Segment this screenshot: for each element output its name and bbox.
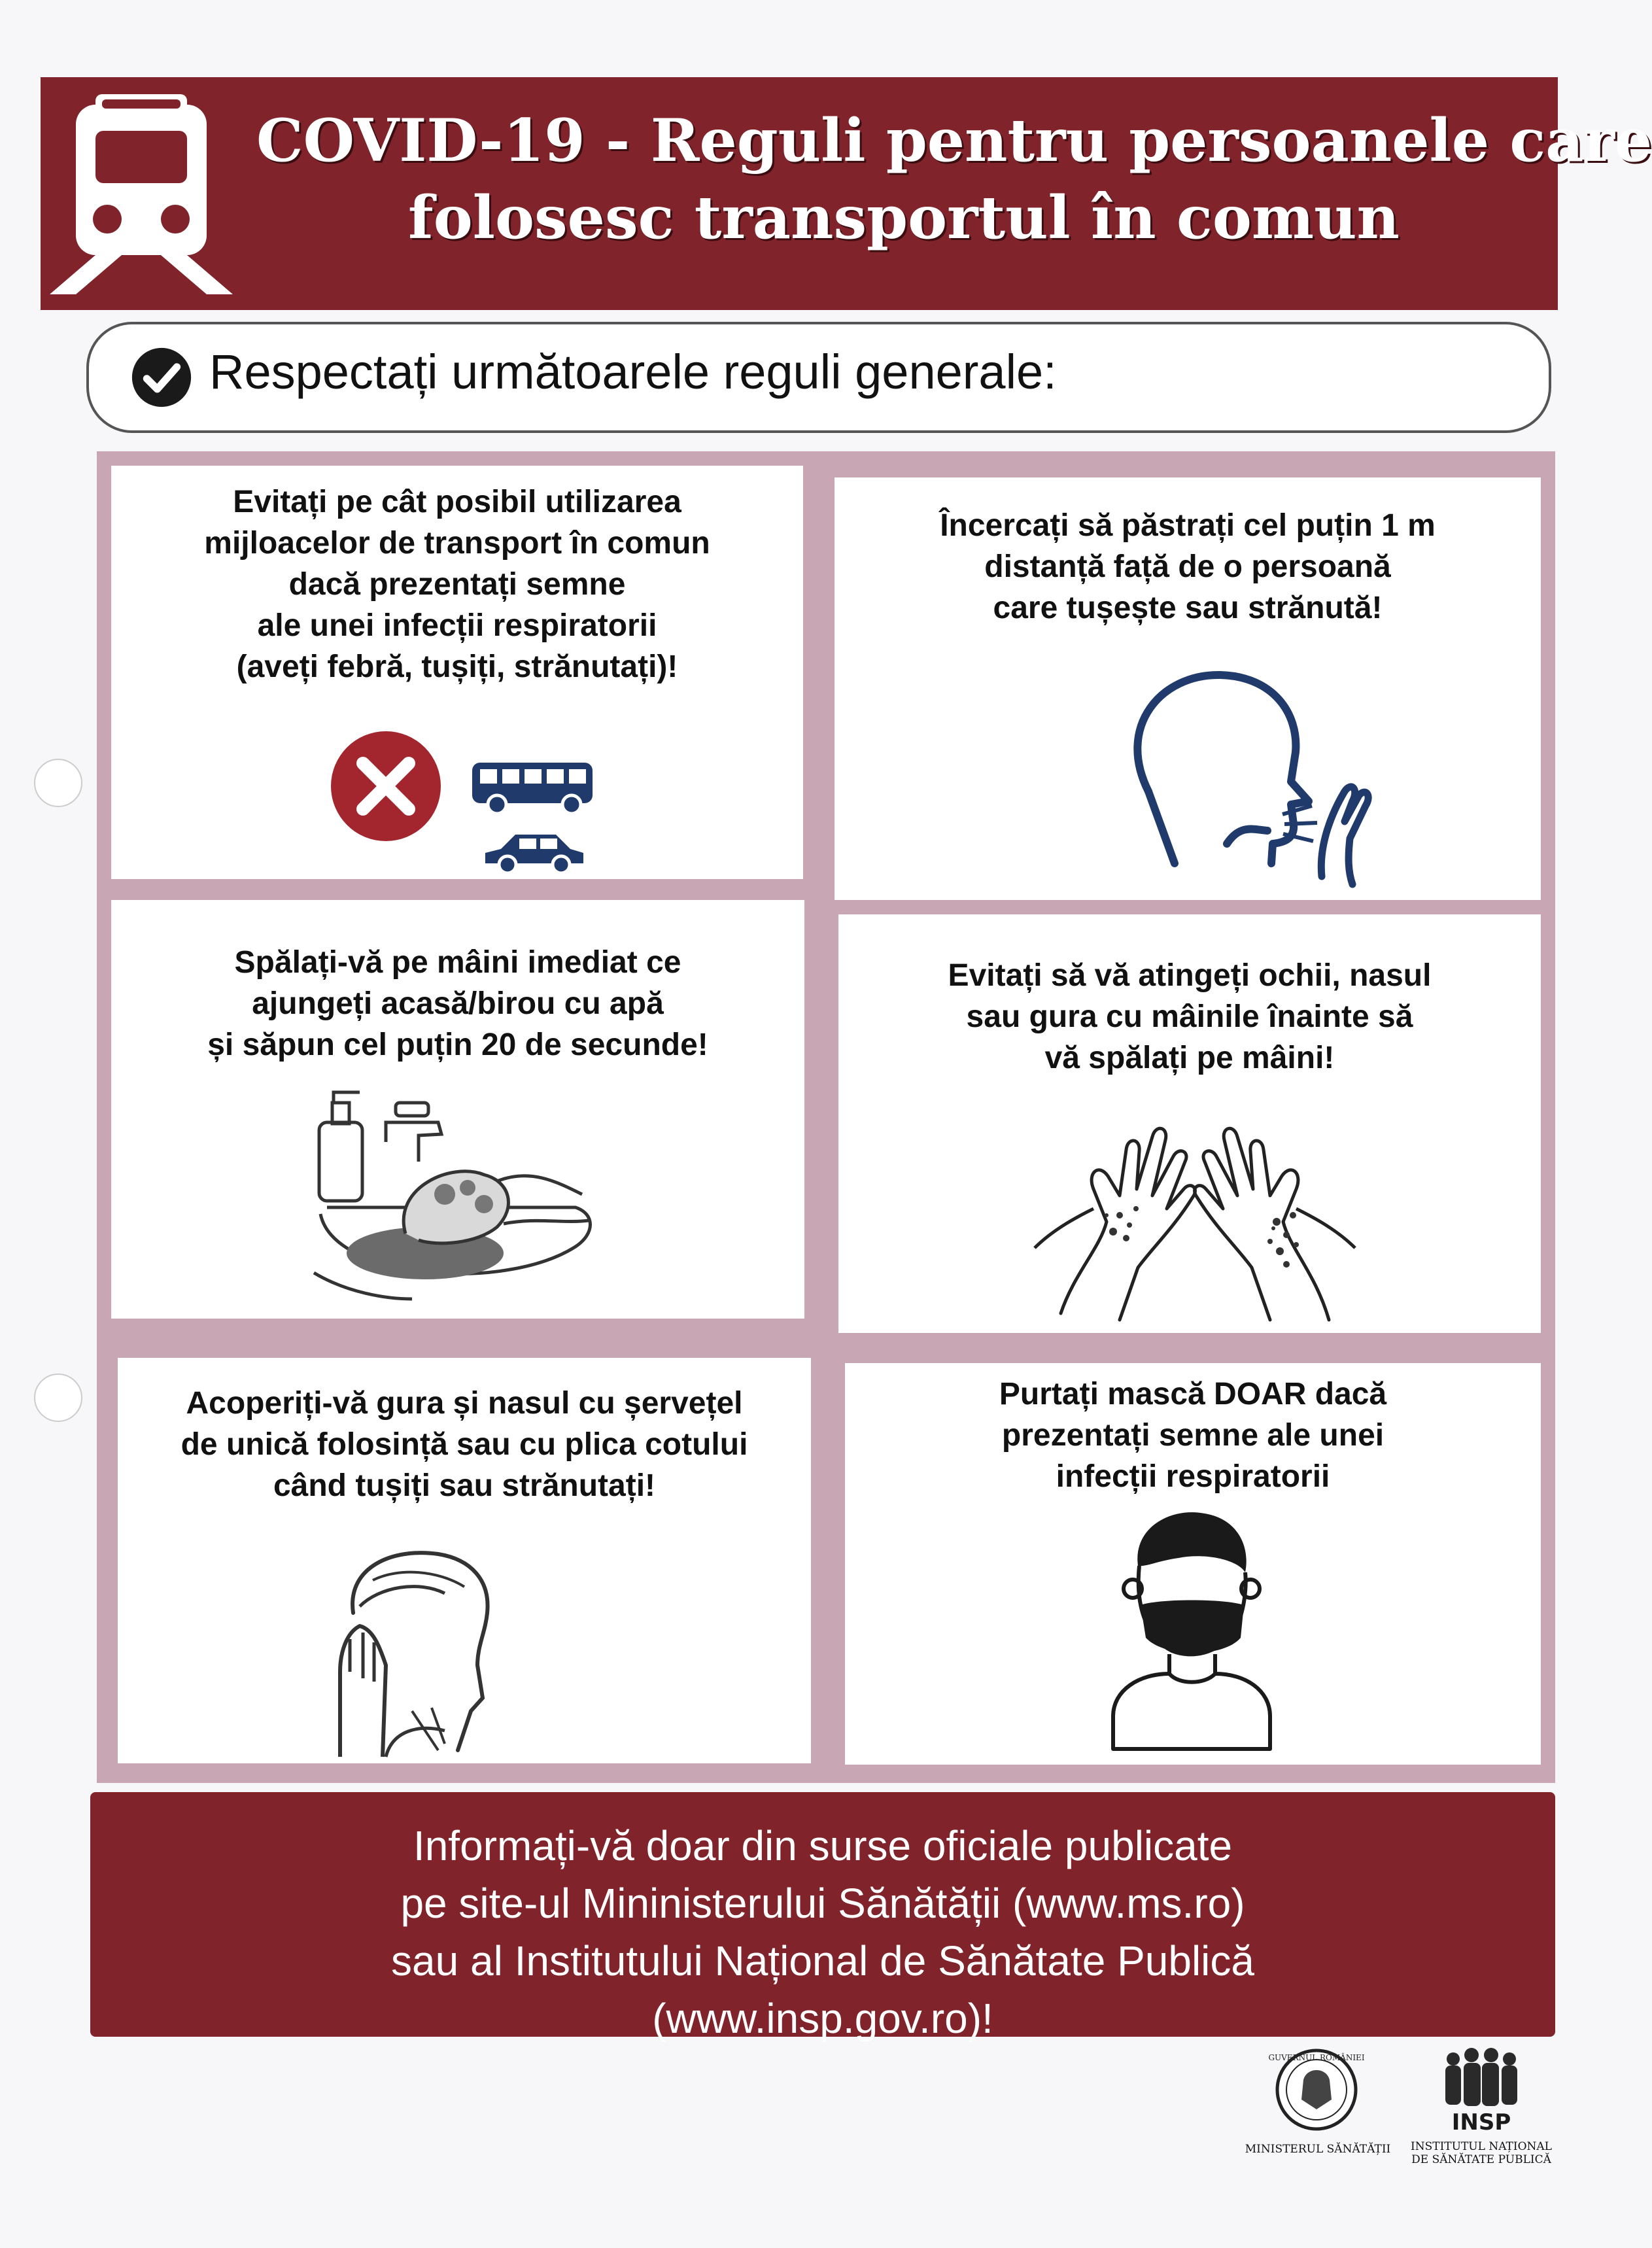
- rule-line: Purtați mască DOAR dacă: [999, 1377, 1387, 1411]
- check-circle-icon: [131, 347, 192, 408]
- rule-text: [111, 942, 804, 1065]
- rule-text: [835, 505, 1541, 629]
- rule-line: Spălați-vă pe mâini imediat ce: [234, 945, 681, 980]
- ministry-caption: MINISTERUL SĂNĂTĂȚII: [1245, 2143, 1391, 2156]
- footer-line: (www.insp.gov.ro)!: [652, 1995, 993, 2042]
- rule-text: [838, 955, 1541, 1079]
- rule-text: [118, 1383, 811, 1506]
- person-wearing-mask-icon: [1107, 1507, 1277, 1755]
- handwashing-sink-icon: [307, 1083, 615, 1299]
- title-line: folosesc transportul în comun: [408, 183, 1400, 252]
- title-line: COVID-19 - Reguli pentru persoanele care: [256, 106, 1652, 175]
- footer-line: pe site-ul Mininisterului Sănătății (www.ms.ro): [400, 1880, 1245, 1927]
- rule-text: [111, 481, 803, 687]
- rule-line: ajungeți acasă/birou cu apă: [252, 986, 664, 1021]
- rule-line: mijloacelor de transport în comun: [204, 526, 710, 561]
- subtitle-pill: [86, 322, 1551, 433]
- rule-line: și săpun cel puțin 20 de secunde!: [207, 1028, 708, 1062]
- footer-line: Informați-vă doar din surse oficiale publicate: [413, 1822, 1233, 1869]
- insp-logo: [1439, 2046, 1524, 2137]
- rule-line: (aveți febră, tușiți, strănutați)!: [236, 649, 678, 684]
- punch-hole: [34, 1374, 82, 1422]
- footer-line: sau al Institutului Național de Sănătate Publică: [391, 1937, 1254, 1984]
- car-icon: [479, 829, 590, 875]
- rule-line: vă spălați pe mâini!: [1044, 1041, 1335, 1075]
- dirty-hands-icon: [1022, 1111, 1368, 1320]
- page-title: [256, 102, 1652, 292]
- rule-card-avoid-transport: [111, 466, 803, 879]
- header-banner: [41, 77, 1652, 310]
- no-entry-x-icon: [327, 727, 445, 845]
- rule-line: dacă prezentați semne: [288, 567, 626, 602]
- rule-line: sau gura cu mâinile înainte să: [966, 999, 1413, 1034]
- person-covering-face-icon: [314, 1541, 530, 1757]
- rule-line: Acoperiți-vă gura și nasul cu șervețel: [186, 1386, 743, 1421]
- insp-mark: INSP: [1451, 2109, 1511, 2136]
- footer-banner: [90, 1792, 1555, 2042]
- rule-line: distanță față de o persoană: [984, 549, 1391, 584]
- rule-line: de unică folosință sau cu plica cotului: [181, 1427, 748, 1462]
- train-icon: [50, 85, 226, 301]
- rules-grid: [97, 451, 1555, 1783]
- sneezing-person-icon: [1122, 667, 1371, 890]
- rule-line: Evitați pe cât posibil utilizarea: [233, 485, 681, 519]
- footer-text: [90, 1817, 1555, 2047]
- rule-card-cover-mouth: [118, 1358, 811, 1763]
- rule-line: când tușiți sau strănutați!: [273, 1468, 656, 1503]
- rule-card-wash-hands: [111, 900, 804, 1319]
- insp-caption: [1400, 2140, 1563, 2166]
- rule-line: Încercați să păstrați cel puțin 1 m: [940, 508, 1436, 543]
- seal-text: GUVERNUL ROMÂNIEI: [1268, 2053, 1365, 2062]
- ministry-seal-logo: [1268, 2047, 1365, 2132]
- insp-caption-line: DE SĂNĂTATE PUBLICĂ: [1411, 2153, 1551, 2166]
- rule-line: Evitați să vă atingeți ochii, nasul: [948, 958, 1432, 993]
- rule-card-keep-distance: [835, 477, 1541, 900]
- rule-line: infecții respiratorii: [1056, 1459, 1330, 1494]
- rule-card-dont-touch-face: [838, 914, 1541, 1333]
- rule-line: prezentați semne ale unei: [1001, 1418, 1385, 1453]
- rule-card-wear-mask: [845, 1363, 1541, 1765]
- rule-line: ale unei infecții respiratorii: [257, 608, 657, 643]
- punch-hole: [34, 759, 82, 807]
- insp-caption-line: INSTITUTUL NAȚIONAL: [1411, 2140, 1552, 2153]
- rule-text: [845, 1374, 1541, 1497]
- rule-line: care tușește sau strănută!: [993, 591, 1383, 625]
- bus-icon: [470, 759, 600, 818]
- subtitle-text: Respectați următoarele reguli generale:: [209, 345, 1057, 399]
